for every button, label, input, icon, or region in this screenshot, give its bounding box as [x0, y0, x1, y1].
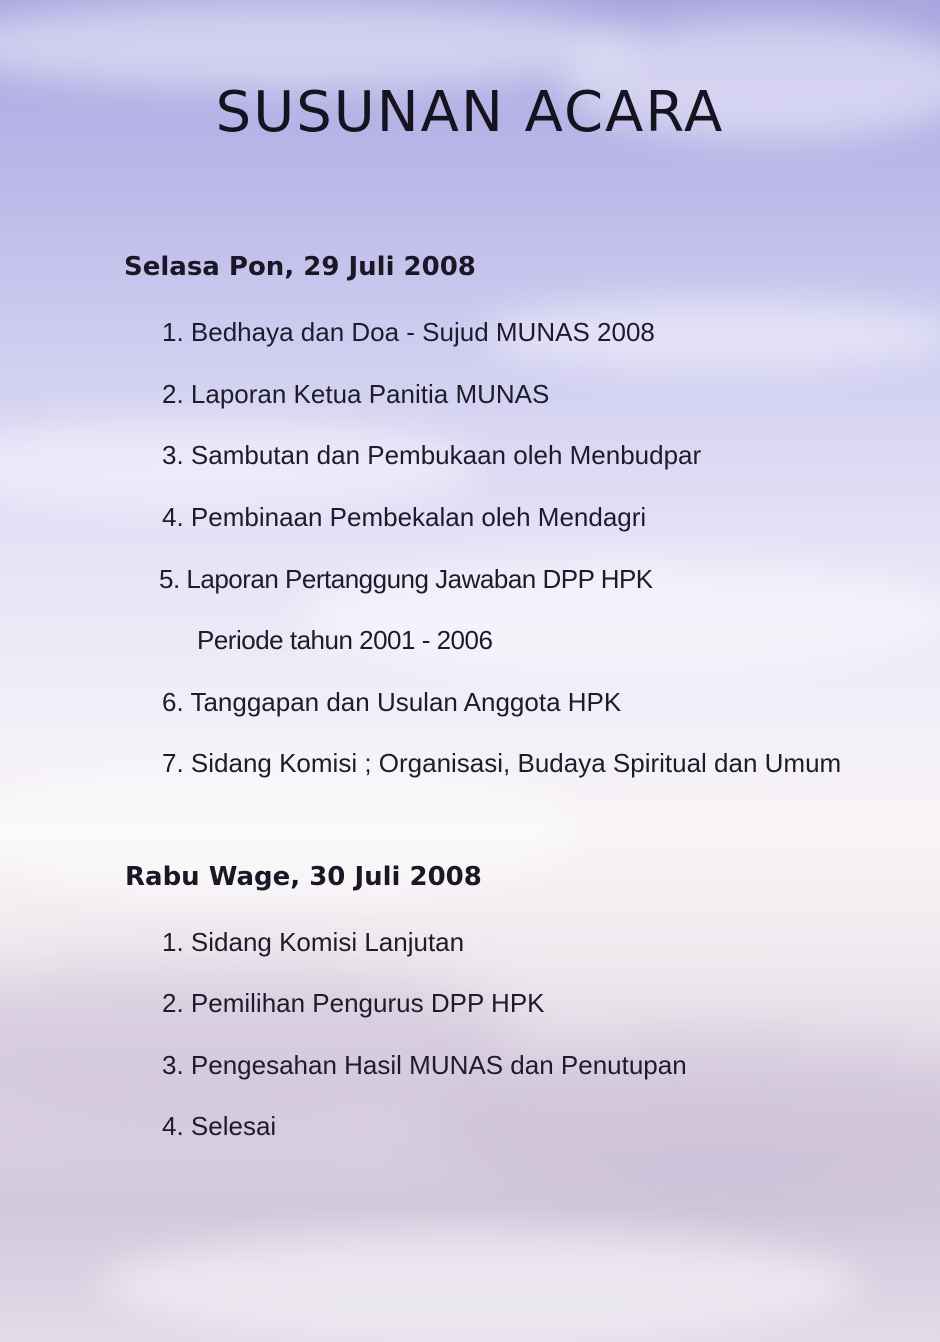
agenda-item: 4. Selesai	[162, 1111, 277, 1141]
agenda-item: 3. Pengesahan Hasil MUNAS dan Penutupan	[162, 1050, 687, 1080]
agenda-item: 1. Sidang Komisi Lanjutan	[162, 927, 465, 957]
day-heading-1: Selasa Pon, 29 Juli 2008	[124, 252, 476, 282]
day-heading-2: Rabu Wage, 30 Juli 2008	[125, 862, 482, 892]
agenda-item: 7. Sidang Komisi ; Organisasi, Budaya Spiritual dan Umum	[162, 748, 842, 778]
agenda-item: 2. Pemilihan Pengurus DPP HPK	[162, 988, 545, 1018]
agenda-item: 3. Sambutan dan Pembukaan oleh Menbudpar	[162, 440, 702, 470]
agenda-item: 6. Tanggapan dan Usulan Anggota HPK	[162, 687, 622, 717]
page-title: SUSUNAN ACARA	[215, 80, 725, 145]
agenda-item: 1. Bedhaya dan Doa - Sujud MUNAS 2008	[162, 317, 655, 347]
agenda-item-continuation: Periode tahun 2001 - 2006	[197, 625, 493, 655]
agenda-item: 2. Laporan Ketua Panitia MUNAS	[162, 379, 550, 409]
agenda-item: 5. Laporan Pertanggung Jawaban DPP HPK	[159, 564, 653, 594]
agenda-item: 4. Pembinaan Pembekalan oleh Mendagri	[162, 502, 647, 532]
cloud-decoration	[100, 1230, 860, 1340]
